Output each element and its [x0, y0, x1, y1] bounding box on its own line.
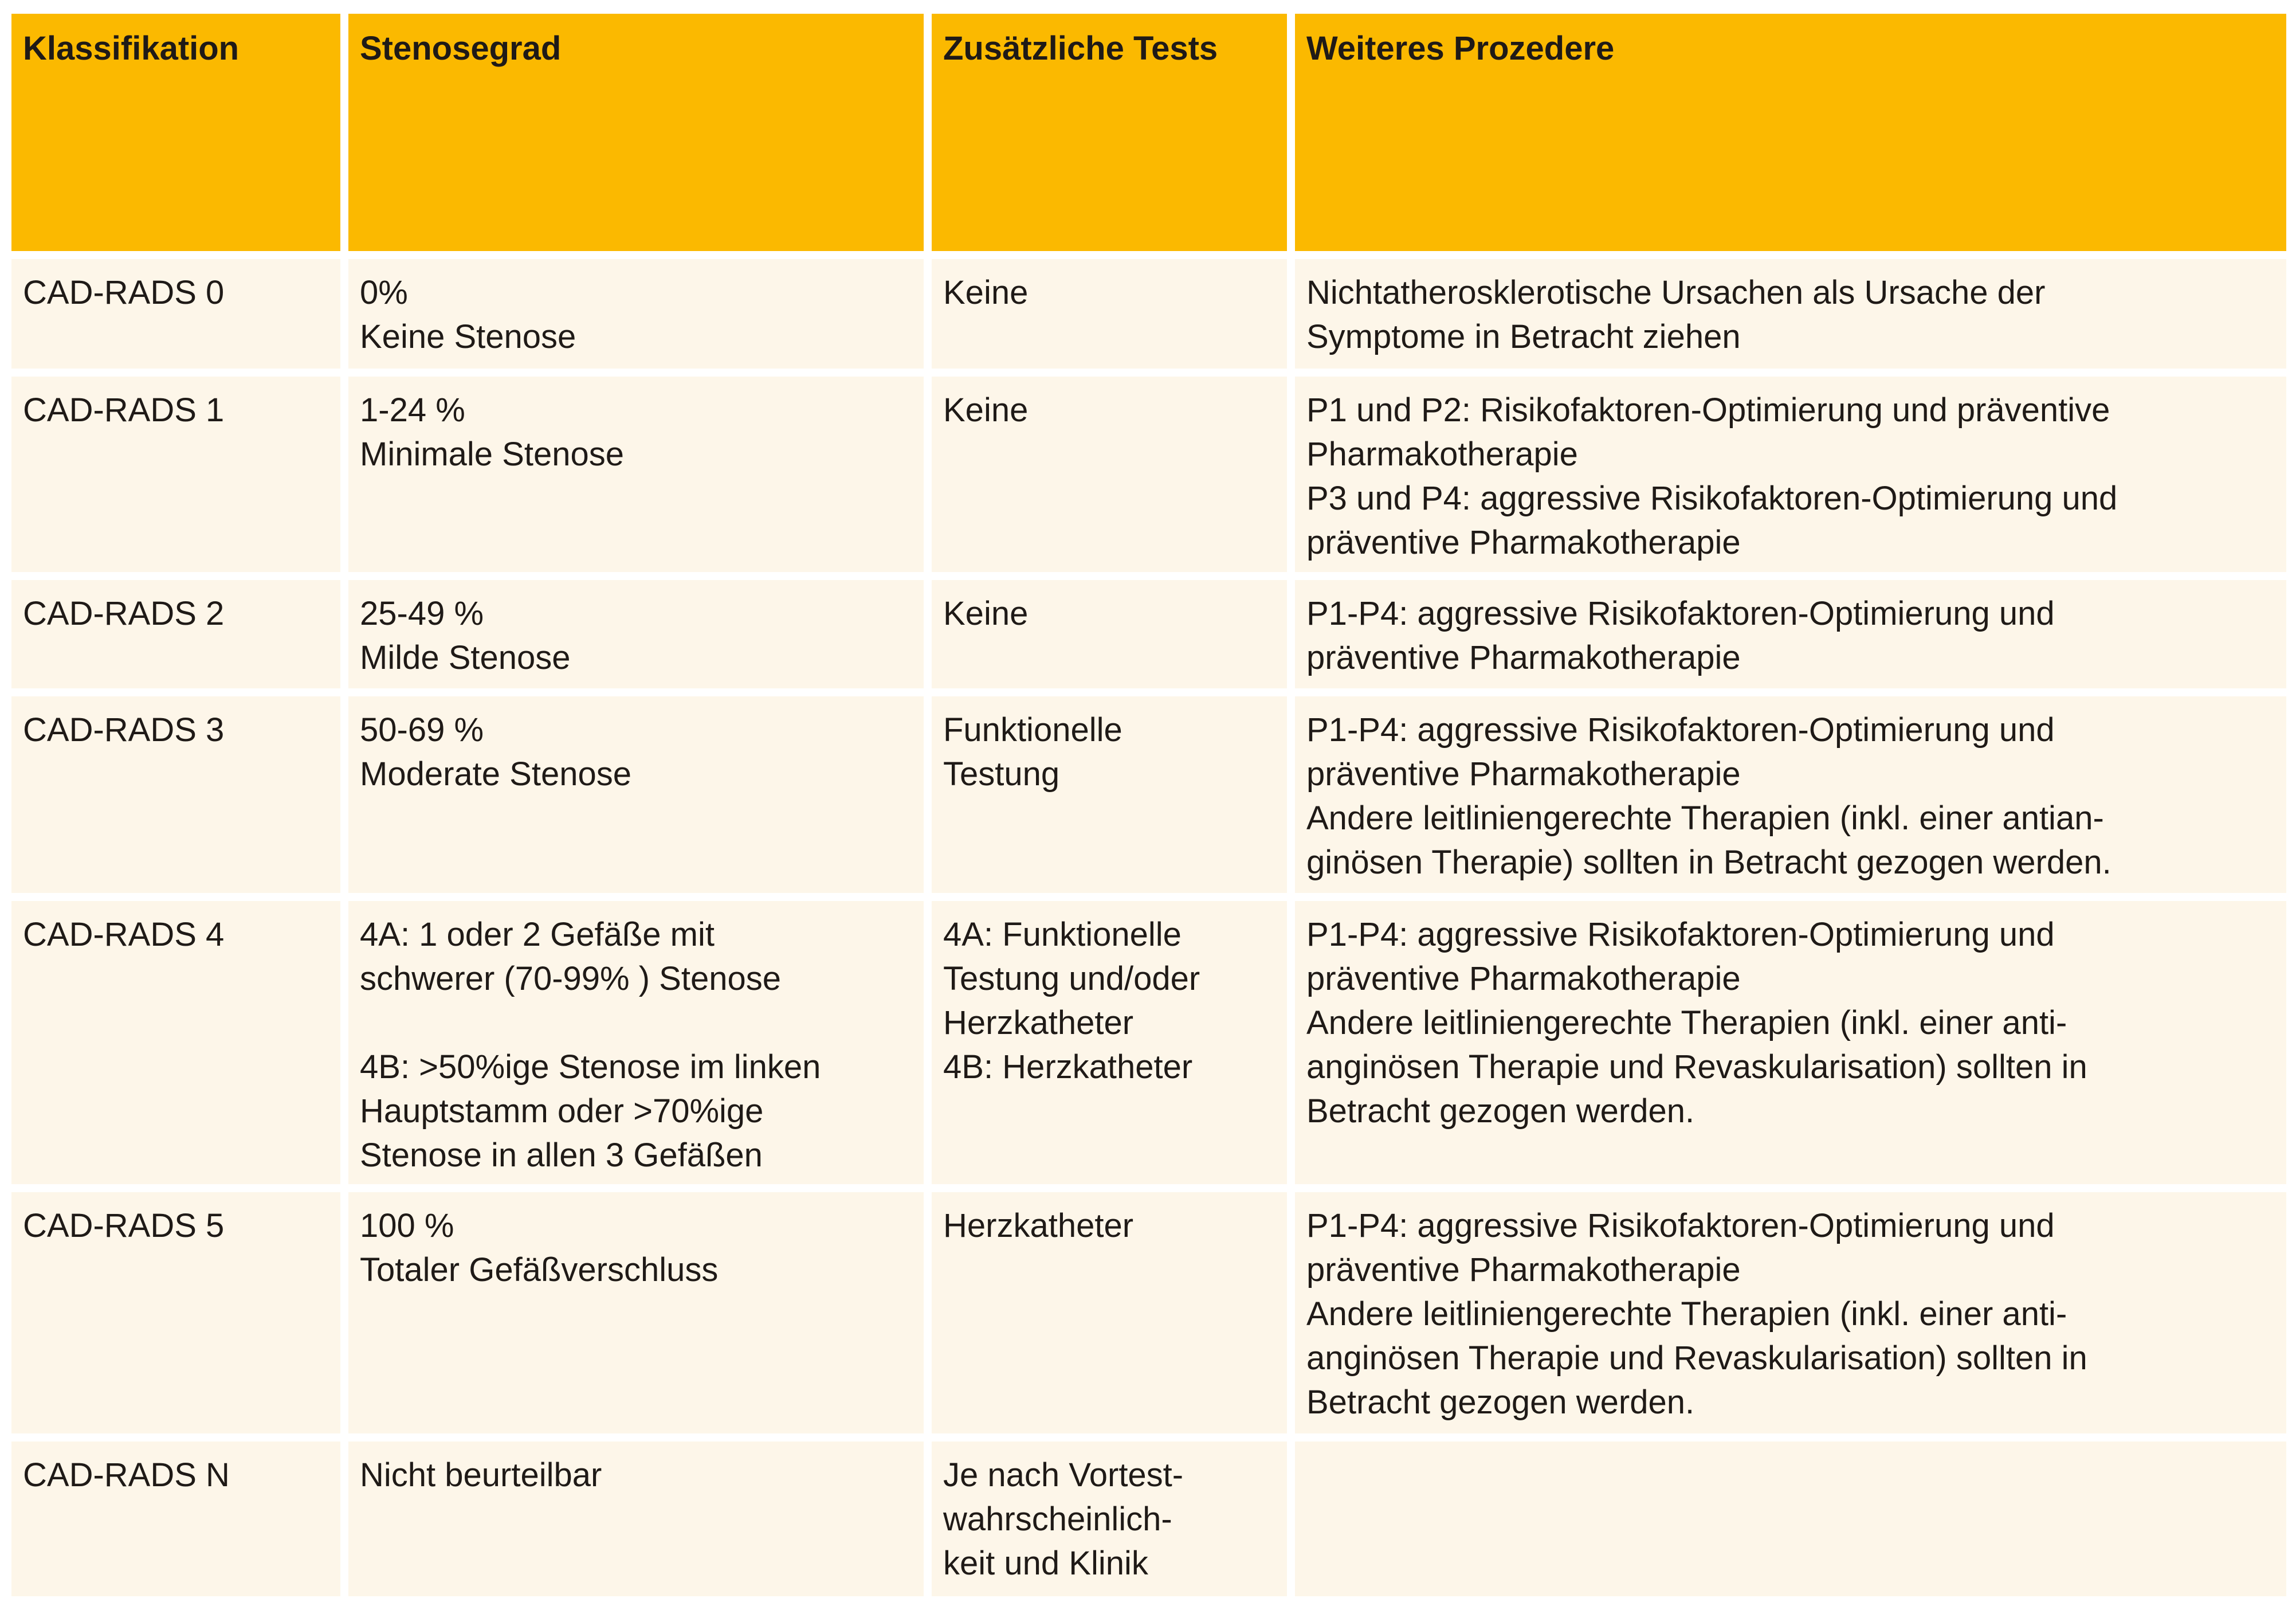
table-row [11, 259, 2286, 377]
cell-text-line: CAD-RADS N [23, 1456, 230, 1494]
cell-stenosegrad [348, 696, 932, 901]
header-klassifikation: Klassifikation [11, 14, 348, 259]
cell-text-line: keit und Klinik [943, 1545, 1148, 1582]
cell-zusaetzliche-tests [932, 901, 1295, 1192]
cell-text-line: 4A: Funktionelle [943, 916, 1182, 953]
cell-stenosegrad [348, 259, 932, 377]
cell-text-line: P1-P4: aggressive Risikofaktoren-Optimierung und [1306, 595, 2055, 632]
table-row [11, 1192, 2286, 1442]
cell-spacer [360, 1001, 912, 1045]
cell-zusaetzliche-tests [932, 1442, 1295, 1596]
cell-text-line: schwerer (70-99% ) Stenose [360, 960, 781, 997]
cell-stenosegrad [348, 1192, 932, 1442]
cell-text-line: Nichtatherosklerotische Ursachen als Ursache der [1306, 274, 2046, 311]
cell-text-line: Keine [943, 274, 1029, 311]
cell-text-line: präventive Pharmakotherapie [1306, 755, 1741, 793]
cell-text-line: 1-24 % [360, 391, 465, 429]
header-weiteres-prozedere: Weiteres Prozedere [1295, 14, 2286, 259]
cell-text-line: Betracht gezogen werden. [1306, 1092, 1695, 1130]
classification-table-container [11, 14, 2286, 1596]
cell-text-line: 0% [360, 274, 408, 311]
cell-text-line: Hauptstamm oder >70%ige [360, 1092, 764, 1130]
cell-klassifikation [11, 377, 348, 580]
cell-text-line: anginösen Therapie und Revaskularisation) sollten in [1306, 1339, 2087, 1377]
cell-text-line: Nicht beurteilbar [360, 1456, 602, 1494]
cell-text-line: präventive Pharmakotherapie [1306, 1251, 1741, 1288]
cell-text-line: Testung und/oder [943, 960, 1200, 997]
cell-text-line: ginösen Therapie) sollten in Betracht gezogen werden. [1306, 844, 2111, 881]
cell-text-line: CAD-RADS 2 [23, 595, 225, 632]
cell-weiteres-prozedere [1295, 377, 2286, 580]
cell-zusaetzliche-tests [932, 696, 1295, 901]
cell-text-line: anginösen Therapie und Revaskularisation) sollten in [1306, 1048, 2087, 1086]
cell-text-line: 50-69 % [360, 711, 484, 749]
cell-text-line: Moderate Stenose [360, 755, 631, 793]
cell-text-line: CAD-RADS 1 [23, 391, 225, 429]
header-stenosegrad: Stenosegrad [348, 14, 932, 259]
cell-text-line: Je nach Vortest- [943, 1456, 1184, 1494]
cell-zusaetzliche-tests [932, 377, 1295, 580]
cell-weiteres-prozedere [1295, 696, 2286, 901]
cell-text-line: Keine [943, 391, 1029, 429]
cell-text-line: 4A: 1 oder 2 Gefäße mit [360, 916, 715, 953]
cell-text-line: Andere leitliniengerechte Therapien (inkl. einer anti- [1306, 1004, 2067, 1041]
cell-klassifikation [11, 1442, 348, 1596]
table-row [11, 580, 2286, 696]
cell-weiteres-prozedere [1295, 901, 2286, 1192]
cell-text-line: 4B: Herzkatheter [943, 1048, 1193, 1086]
table-row [11, 377, 2286, 580]
cell-stenosegrad [348, 377, 932, 580]
cell-text-line: CAD-RADS 4 [23, 916, 225, 953]
cell-text-line: präventive Pharmakotherapie [1306, 960, 1741, 997]
cell-weiteres-prozedere [1295, 580, 2286, 696]
table-row [11, 901, 2286, 1192]
cell-text-line: 25-49 % [360, 595, 484, 632]
cell-text-line: Herzkatheter [943, 1004, 1134, 1041]
cell-text-line: 100 % [360, 1207, 454, 1244]
cell-text-line: Betracht gezogen werden. [1306, 1384, 1695, 1421]
cell-klassifikation [11, 259, 348, 377]
cell-klassifikation [11, 696, 348, 901]
cell-text-line: P1-P4: aggressive Risikofaktoren-Optimierung und [1306, 916, 2055, 953]
cell-text-line: präventive Pharmakotherapie [1306, 639, 1741, 676]
cell-klassifikation [11, 901, 348, 1192]
cell-text-line: Pharmakotherapie [1306, 436, 1578, 473]
cell-text-line: Testung [943, 755, 1060, 793]
cell-zusaetzliche-tests [932, 1192, 1295, 1442]
cell-zusaetzliche-tests [932, 259, 1295, 377]
cell-weiteres-prozedere [1295, 1192, 2286, 1442]
cad-rads-table [11, 14, 2286, 1596]
cell-text-line: P1 und P2: Risikofaktoren-Optimierung und präventive [1306, 391, 2110, 429]
cell-stenosegrad [348, 901, 932, 1192]
cell-zusaetzliche-tests [932, 580, 1295, 696]
table-body [11, 259, 2286, 1596]
cell-weiteres-prozedere [1295, 1442, 2286, 1596]
cell-klassifikation [11, 580, 348, 696]
cell-text-line: Herzkatheter [943, 1207, 1134, 1244]
header-zusaetzliche-tests: Zusätzliche Tests [932, 14, 1295, 259]
cell-klassifikation [11, 1192, 348, 1442]
cell-text-line: Milde Stenose [360, 639, 571, 676]
cell-text-line: Keine [943, 595, 1029, 632]
cell-text-line: Andere leitliniengerechte Therapien (inkl. einer anti- [1306, 1295, 2067, 1333]
cell-stenosegrad [348, 1442, 932, 1596]
cell-text-line: präventive Pharmakotherapie [1306, 524, 1741, 561]
cell-text-line: Keine Stenose [360, 318, 576, 355]
cell-text-line: Symptome in Betracht ziehen [1306, 318, 1741, 355]
cell-text-line: Minimale Stenose [360, 436, 624, 473]
header-row [11, 14, 2286, 259]
table-row [11, 696, 2286, 901]
table-row [11, 1442, 2286, 1596]
cell-text-line: CAD-RADS 0 [23, 274, 225, 311]
cell-text-line: Totaler Gefäßverschluss [360, 1251, 719, 1288]
cell-text-line: wahrscheinlich- [943, 1501, 1172, 1538]
cell-text-line: Andere leitliniengerechte Therapien (inkl. einer antian- [1306, 800, 2104, 837]
cell-text-line: P3 und P4: aggressive Risikofaktoren-Optimierung und [1306, 480, 2118, 517]
cell-text-line: CAD-RADS 5 [23, 1207, 225, 1244]
cell-text-line: CAD-RADS 3 [23, 711, 225, 749]
cell-text-line: 4B: >50%ige Stenose im linken [360, 1048, 821, 1086]
cell-weiteres-prozedere [1295, 259, 2286, 377]
cell-text-line: Stenose in allen 3 Gefäßen [360, 1137, 763, 1174]
cell-text-line: P1-P4: aggressive Risikofaktoren-Optimierung und [1306, 1207, 2055, 1244]
cell-stenosegrad [348, 580, 932, 696]
cell-text-line: Funktionelle [943, 711, 1123, 749]
cell-text-line: P1-P4: aggressive Risikofaktoren-Optimierung und [1306, 711, 2055, 749]
